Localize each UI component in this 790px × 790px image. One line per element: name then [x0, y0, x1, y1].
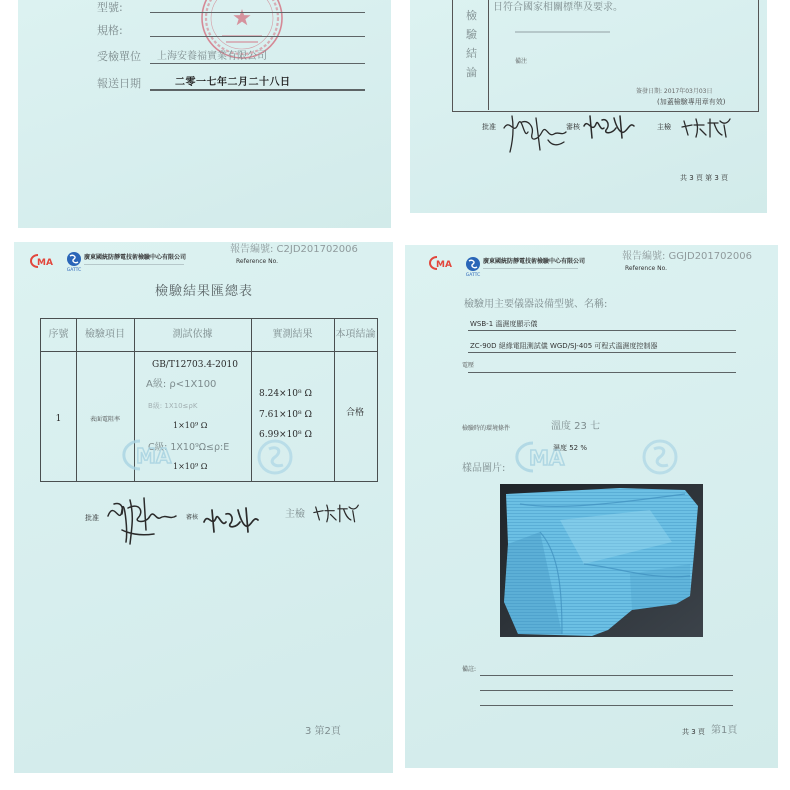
basis-grade-a: A級: ρ<1X100 — [146, 379, 217, 390]
remark-line — [480, 675, 733, 676]
report-number: 報告編號: C2JD201702006 — [230, 244, 358, 255]
reviewer-signature — [200, 504, 260, 536]
conclusion-label-char: 論 — [466, 66, 477, 79]
conclusion-label-char: 結 — [466, 47, 477, 60]
table-header-divider — [41, 351, 377, 352]
page-title: 檢驗結果匯總表 — [155, 284, 254, 299]
row-index: 1 — [55, 414, 62, 424]
remark-line — [480, 705, 733, 706]
conclusion-label-char: 檢 — [466, 9, 477, 22]
page-indicator: 3 第2頁 — [305, 726, 341, 737]
chief-label: 主檢 — [657, 123, 671, 131]
environment-label: 檢驗時的環境條件 — [462, 425, 511, 432]
org-english-line — [84, 264, 184, 265]
summary-page — [14, 242, 393, 773]
model-label: 型號: — [97, 1, 123, 14]
equipment-underline — [468, 372, 736, 373]
issue-date: 簽發日期: 2017年03月03日 — [636, 88, 713, 95]
org-name: 廣東國統防靜電技術檢驗中心有限公司 — [84, 254, 187, 261]
svg-text:MA: MA — [37, 258, 53, 268]
humidity-value: 濕度 52 % — [553, 444, 588, 452]
gattc-watermark-icon — [255, 437, 295, 477]
equipment-line: 電壓 — [462, 362, 475, 369]
result-value: 6.99×10⁸ Ω — [259, 430, 312, 440]
approver-signature — [100, 486, 180, 550]
result-value: 8.24×10⁸ Ω — [259, 389, 312, 399]
table-header: 檢驗項目 — [85, 329, 125, 340]
remark-line — [480, 690, 733, 691]
svg-text:MA: MA — [136, 444, 172, 468]
svg-text:MA: MA — [529, 446, 565, 470]
approve-label: 批准 — [482, 123, 496, 131]
review-label: 審核 — [186, 514, 199, 521]
table-header: 實測結果 — [272, 329, 313, 340]
equipment-page — [405, 245, 778, 768]
org-english-line — [483, 268, 578, 269]
equipment-underline — [468, 352, 736, 353]
cma-watermark-icon — [122, 438, 178, 472]
basis-grade-c-limit: 1×10⁹ Ω — [173, 462, 208, 471]
svg-text:GATTC: GATTC — [465, 273, 481, 278]
sample-label: 樣品圖片: — [462, 463, 506, 474]
chief-label: 主檢 — [285, 509, 305, 520]
model-underline — [150, 12, 365, 13]
report-number: 報告編號: GGJD201702006 — [622, 251, 752, 262]
reference-label: Reference No. — [625, 265, 668, 272]
remark-label: 備註: — [462, 666, 477, 673]
chief-signature — [680, 115, 734, 140]
client-underline — [150, 63, 365, 64]
table-column-divider — [251, 319, 252, 481]
illegible-print-line — [515, 31, 610, 33]
gattc-logo-icon — [463, 256, 483, 278]
equipment-line: WSB-1 溫濕度顯示儀 — [470, 320, 538, 328]
equipment-line: ZC-90D 絕緣電阻測試儀 WGD/SJ-405 可程式溫濕度控制器 — [470, 342, 658, 350]
client-label: 受檢單位 — [97, 50, 141, 63]
client-value: 上海安養福實業有限公司 — [157, 51, 267, 62]
table-column-divider — [334, 319, 335, 481]
approve-label: 批准 — [85, 514, 99, 522]
cma-logo-icon — [427, 255, 457, 271]
conclusion-text: 日符合國家相關標準及要求。 — [493, 2, 623, 13]
table-column-divider — [76, 319, 77, 481]
remark-label: 備注 — [515, 58, 528, 65]
page-number: 第1頁 — [711, 725, 738, 736]
row-item: 表面電阻率 — [89, 416, 120, 423]
temperature-value: 溫度 23 七 — [551, 421, 601, 432]
table-header: 測試依據 — [172, 329, 213, 340]
spec-label: 規格: — [97, 24, 123, 37]
results-table — [40, 318, 378, 482]
svg-text:MA: MA — [436, 260, 452, 270]
result-value: 7.61×10⁸ Ω — [259, 410, 312, 420]
cma-logo-icon — [28, 253, 58, 269]
equipment-underline — [468, 330, 736, 331]
basis-standard: GB/T12703.4-2010 — [152, 360, 239, 370]
page-indicator: 共 3 頁 第 3 頁 — [680, 174, 729, 182]
svg-text:GATTC: GATTC — [66, 268, 82, 273]
reference-label: Reference No. — [236, 258, 279, 265]
org-name: 廣東國統防靜電技術檢驗中心有限公司 — [483, 258, 586, 265]
basis-grade-b: B級: 1X10≤ρK — [148, 402, 198, 410]
conclusion-box — [452, 0, 759, 112]
gattc-watermark-icon — [640, 437, 680, 477]
table-header: 本項結論 — [335, 329, 376, 340]
conclusion-label-char: 驗 — [466, 28, 477, 41]
seal-note: (加蓋檢驗專用章有效) — [657, 98, 726, 106]
cma-watermark-icon — [515, 440, 571, 474]
conclusion-divider — [488, 0, 489, 110]
page-total: 共 3 頁 — [682, 728, 705, 736]
sample-photo — [500, 484, 703, 637]
basis-grade-b-limit: 1×10⁹ Ω — [173, 421, 208, 430]
basis-grade-c: C級: 1X10⁹Ω≤ρ:E — [148, 442, 230, 453]
reviewer-signature — [580, 112, 638, 142]
table-header: 序號 — [48, 329, 69, 340]
gattc-logo-icon — [64, 251, 84, 273]
chief-signature — [312, 499, 362, 527]
equipment-label: 檢驗用主要儀器設備型號、名稱: — [464, 299, 608, 310]
review-label: 審核 — [566, 123, 580, 131]
date-value: 二零一七年二月二十八日 — [175, 77, 291, 88]
approver-signature — [498, 110, 570, 156]
row-conclusion: 合格 — [346, 408, 365, 418]
spec-underline — [150, 36, 365, 37]
cover-page — [18, 0, 391, 228]
date-underline — [150, 89, 365, 91]
date-label: 報送日期 — [97, 77, 141, 90]
conclusion-page — [410, 0, 767, 213]
